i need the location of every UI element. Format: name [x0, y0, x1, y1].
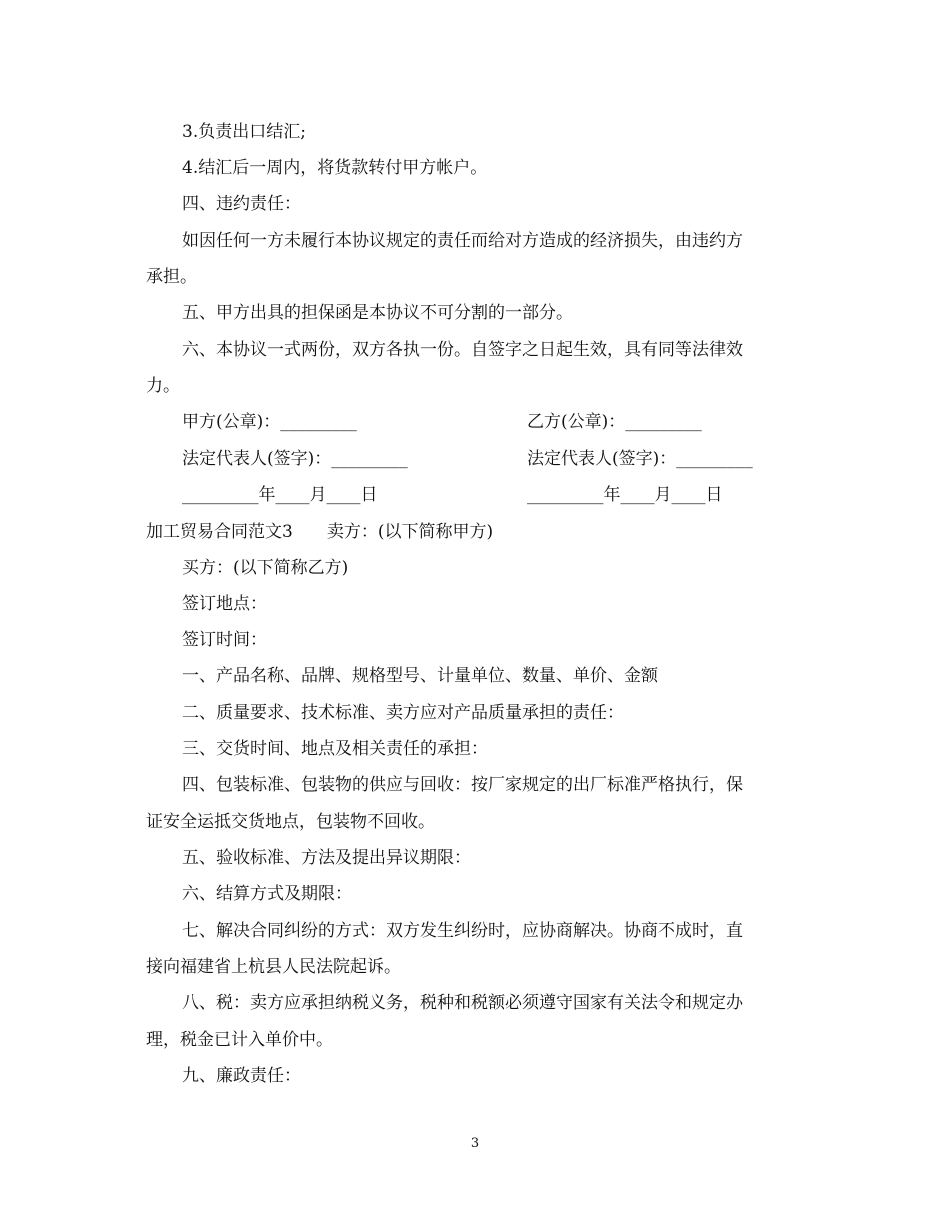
body-line: 二、质量要求、技术标准、卖方应对产品质量承担的责任： [182, 703, 624, 723]
body-line: 八、税：卖方应承担纳税义务，税种和税额必须遵守国家有关法令和规定办 [182, 993, 743, 1013]
body-line: 签订地点： [182, 594, 267, 614]
body-line: 四、包装标准、包装物的供应与回收：按厂家规定的出厂标准严格执行，保 [182, 775, 743, 795]
page-number: 3 [470, 1136, 480, 1151]
body-line: 4.结汇后一周内，将货款转付甲方帐户。 [182, 158, 488, 178]
body-line: 七、解决合同纠纷的方式：双方发生纠纷时，应协商解决。协商不成时，直 [182, 921, 743, 941]
section-heading: 四、违约责任： [182, 194, 301, 214]
body-line: 六、结算方式及期限： [182, 884, 352, 904]
body-line: 力。 [146, 376, 180, 396]
party-a-date-field: _________年____月____日 [182, 485, 378, 505]
body-line: 接向福建省上杭县人民法院起诉。 [146, 957, 401, 977]
body-line: 3.负责出口结汇; [182, 122, 306, 142]
body-line: 签订时间： [182, 630, 267, 650]
party-b-rep-field: 法定代表人(签字)：_________ [527, 449, 753, 469]
contract-title-line: 加工贸易合同范文3 卖方：(以下简称甲方) [146, 522, 494, 542]
body-line: 六、本协议一式两份，双方各执一份。自签字之日起生效，具有同等法律效 [182, 340, 743, 360]
body-line: 买方：(以下简称乙方) [182, 558, 349, 578]
body-line: 证安全运抵交货地点，包装物不回收。 [146, 812, 435, 832]
body-line: 承担。 [146, 267, 197, 287]
body-line: 如因任何一方未履行本协议规定的责任而给对方造成的经济损失，由违约方 [182, 231, 743, 251]
body-line: 一、产品名称、品牌、规格型号、计量单位、数量、单价、金额 [182, 666, 658, 686]
party-a-seal-field: 甲方(公章)：_________ [182, 412, 357, 432]
party-b-seal-field: 乙方(公章)：_________ [527, 412, 702, 432]
body-line: 理，税金已计入单价中。 [146, 1030, 333, 1050]
body-line: 五、验收标准、方法及提出异议期限： [182, 848, 471, 868]
party-a-rep-field: 法定代表人(签字)：_________ [182, 449, 408, 469]
body-line: 三、交货时间、地点及相关责任的承担： [182, 739, 488, 759]
party-b-date-field: _________年____月____日 [527, 485, 723, 505]
body-line: 九、廉政责任： [182, 1066, 301, 1086]
body-line: 五、甲方出具的担保函是本协议不可分割的一部分。 [182, 303, 573, 323]
